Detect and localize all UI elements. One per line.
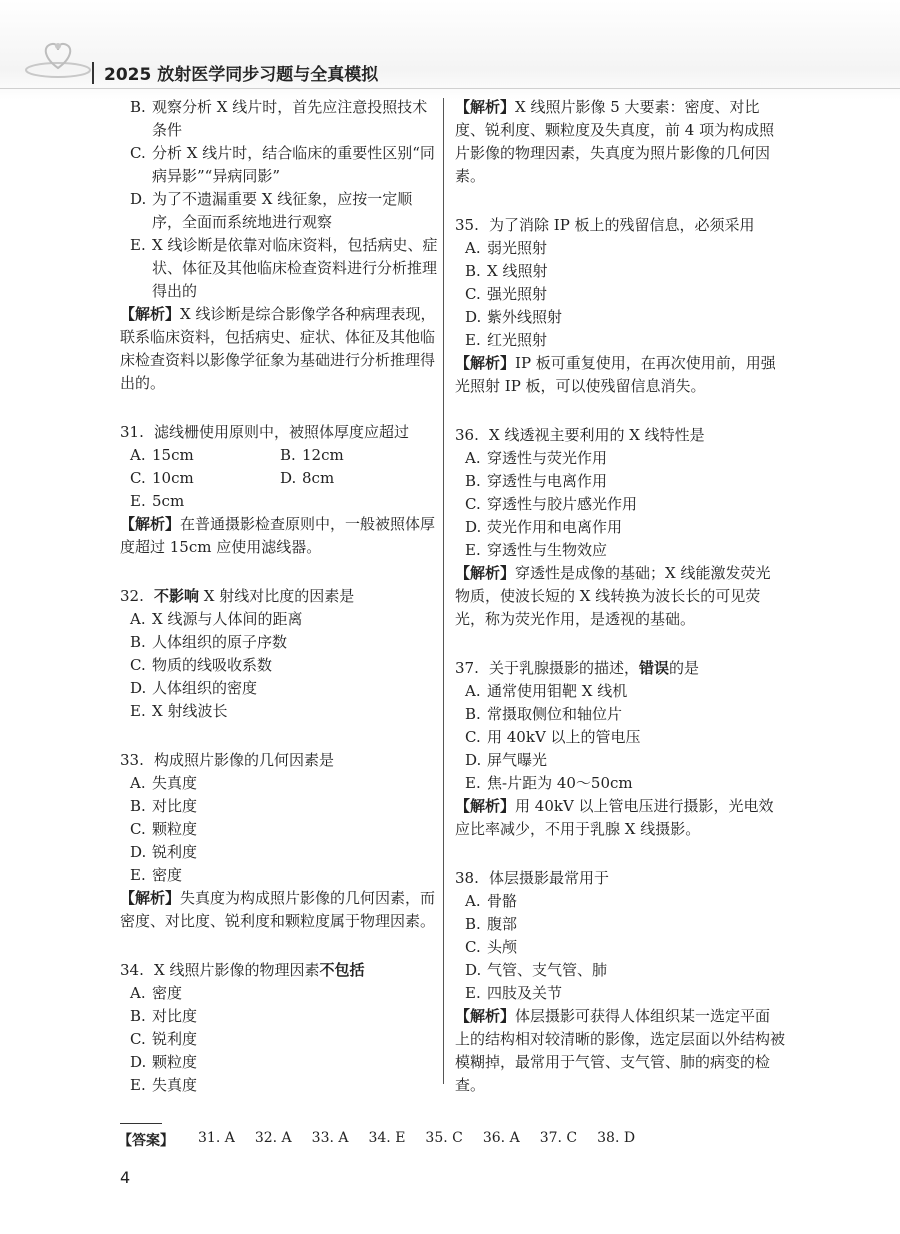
header-divider <box>92 62 94 84</box>
option-b: B. 对比度 <box>130 797 198 815</box>
book-logo-icon <box>22 36 94 80</box>
option-b: B. 常摄取侧位和轴位片 <box>465 705 623 723</box>
option-b: B. 穿透性与电离作用 <box>465 472 608 490</box>
option-e: E. X 线诊断是依靠对临床资料，包括病史、症状、体征及其他临床检查资料进行分析推理得出的 <box>130 236 438 300</box>
answer-key-label: 【答案】 <box>118 1133 174 1149</box>
question-stem: 33. 构成照片影像的几何因素是 <box>120 751 335 769</box>
option-c: C. 10cm <box>130 469 194 487</box>
option-d: D. 人体组织的密度 <box>130 679 258 697</box>
answer-item: 37. C <box>539 1130 578 1146</box>
option-d: D. 荧光作用和电离作用 <box>465 518 623 536</box>
option-a: A. 穿透性与荧光作用 <box>465 449 608 467</box>
question-32 <box>120 585 438 723</box>
option-e: E. 密度 <box>130 866 183 884</box>
analysis: 【解析】体层摄影可获得人体组织某一选定平面上的结构相对较清晰的影像，选定层面以外结构被模糊掉，最常用于气管、支气管、肺的病变的检查。 <box>455 1007 786 1094</box>
option-c: C. 强光照射 <box>465 285 548 303</box>
footnote-rule <box>120 1123 162 1124</box>
answer-item: 38. D <box>597 1130 636 1146</box>
question-stem: 36. X 线透视主要利用的 X 线特性是 <box>455 426 705 444</box>
option-d: D. 气管、支气管、肺 <box>465 961 608 979</box>
option-b: B. 12cm <box>280 446 344 464</box>
question-stem: 32. 不影响 X 射线对比度的因素是 <box>120 587 355 605</box>
answer-item: 31. A <box>198 1130 235 1146</box>
analysis: 【解析】在普通摄影检查原则中，一般被照体厚度超过 15cm 应使用滤线器。 <box>120 515 436 556</box>
answer-item: 35. C <box>425 1130 463 1146</box>
option-e: E. 红光照射 <box>465 331 548 349</box>
option-e: E. 5cm <box>130 492 185 510</box>
question-stem: 38. 体层摄影最常用于 <box>455 869 610 887</box>
option-b: B. 观察分析 X 线片时，首先应注意投照技术条件 <box>130 98 428 139</box>
option-e: E. 失真度 <box>130 1076 198 1094</box>
question-35 <box>455 214 785 398</box>
answer-key <box>118 1130 635 1150</box>
option-d: D. 颗粒度 <box>130 1053 198 1071</box>
question-36 <box>455 424 785 631</box>
page-number: 4 <box>120 1168 131 1187</box>
option-e: E. 焦-片距为 40～50cm <box>465 774 633 792</box>
question-30-continued <box>120 96 438 395</box>
option-a: A. 失真度 <box>130 774 198 792</box>
option-d: D. 紫外线照射 <box>465 308 563 326</box>
column-divider <box>443 98 444 1084</box>
option-a: A. 通常使用钼靶 X 线机 <box>465 682 628 700</box>
option-c: C. 用 40kV 以上的管电压 <box>465 728 641 746</box>
answer-item: 34. E <box>368 1130 406 1146</box>
question-stem: 34. X 线照片影像的物理因素不包括 <box>120 961 365 979</box>
option-c: C. 物质的线吸收系数 <box>130 656 273 674</box>
question-38 <box>455 867 785 1097</box>
option-d: D. 8cm <box>280 469 335 487</box>
book-title: 2025 放射医学同步习题与全真模拟 <box>104 65 379 85</box>
option-e: E. X 射线波长 <box>130 702 228 720</box>
option-c: C. 分析 X 线片时，结合临床的重要性区别“同病异影”“异病同影” <box>130 144 435 185</box>
question-stem: 31. 滤线栅使用原则中，被照体厚度应超过 <box>120 423 410 441</box>
option-c: C. 穿透性与胶片感光作用 <box>465 495 638 513</box>
question-37 <box>455 657 785 841</box>
question-stem: 35. 为了消除 IP 板上的残留信息，必须采用 <box>455 216 755 234</box>
question-31 <box>120 421 438 559</box>
option-a: A. 密度 <box>130 984 183 1002</box>
option-d: D. 锐利度 <box>130 843 198 861</box>
option-c: C. 颗粒度 <box>130 820 198 838</box>
analysis: 【解析】穿透性是成像的基础；X 线能激发荧光物质，使波长短的 X 线转换为波长长的可见荧光，称为荧光作用，是透视的基础。 <box>455 564 771 628</box>
option-a: A. 骨骼 <box>465 892 518 910</box>
option-d: D. 屏气曝光 <box>465 751 548 769</box>
option-b: B. 人体组织的原子序数 <box>130 633 288 651</box>
analysis: 【解析】用 40kV 以上管电压进行摄影，光电效应比率减少，不用于乳腺 X 线摄影。 <box>455 797 774 838</box>
analysis: 【解析】失真度为构成照片影像的几何因素，而密度、对比度、锐利度和颗粒度属于物理因素。 <box>120 889 436 930</box>
analysis: 【解析】X 线诊断是综合影像学各种病理表现，联系临床资料，包括病史、症状、体征及其他临床检查资料以影像学征象为基础进行分析推理得出的。 <box>120 305 436 392</box>
option-a: A. X 线源与人体间的距离 <box>130 610 303 628</box>
answer-item: 32. A <box>254 1130 292 1146</box>
option-c: C. 头颅 <box>465 938 518 956</box>
answer-item: 36. A <box>482 1130 520 1146</box>
option-d: D. 为了不遗漏重要 X 线征象，应按一定顺序，全面而系统地进行观察 <box>130 190 413 231</box>
option-b: B. 腹部 <box>465 915 518 933</box>
option-b: B. X 线照射 <box>465 262 548 280</box>
question-34 <box>120 959 438 1097</box>
option-a: A. 15cm <box>130 446 194 464</box>
question-34-analysis <box>455 96 785 188</box>
header-rule <box>0 88 900 89</box>
left-column <box>120 96 438 1105</box>
option-grid <box>120 444 438 513</box>
option-a: A. 弱光照射 <box>465 239 548 257</box>
analysis: 【解析】X 线照片影像 5 大要素：密度、对比度、锐利度、颗粒度及失真度，前 4 项为构成照片影像的物理因素，失真度为照片影像的几何因素。 <box>455 98 775 185</box>
question-33 <box>120 749 438 933</box>
option-b: B. 对比度 <box>130 1007 198 1025</box>
option-e: E. 穿透性与生物效应 <box>465 541 608 559</box>
right-column <box>455 96 785 1105</box>
option-c: C. 锐利度 <box>130 1030 198 1048</box>
analysis: 【解析】IP 板可重复使用，在再次使用前，用强光照射 IP 板，可以使残留信息消失。 <box>455 354 776 395</box>
question-stem: 37. 关于乳腺摄影的描述，错误的是 <box>455 659 700 677</box>
page-header <box>0 0 900 100</box>
answer-item: 33. A <box>311 1130 349 1146</box>
option-e: E. 四肢及关节 <box>465 984 563 1002</box>
